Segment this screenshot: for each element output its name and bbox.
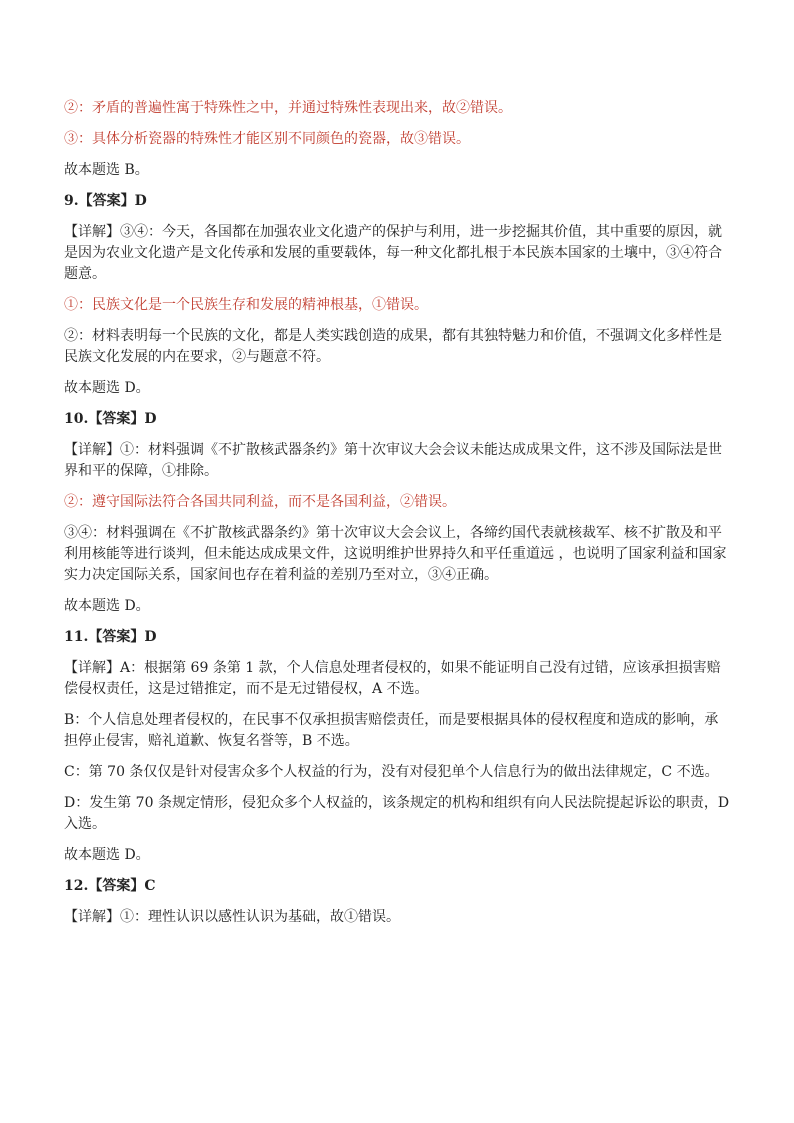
conclusion-line: 故本题选 D。	[64, 380, 150, 396]
explanation-line: ②：材料表明每一个民族的文化，都是人类实践创造的成果，都有其独特魅力和价值，不强调文化多样性是民族文化发展的内在要求，②与题意不符。	[64, 328, 722, 365]
answer-heading-9: 9.【答案】D	[64, 193, 147, 209]
explanation-line: B：个人信息处理者侵权的，在民事不仅承担损害赔偿责任，而是要根据具体的侵权程度和造成的影响，承担停止侵害，赔礼道歉、恢复名誉等，B 不选。	[64, 712, 719, 749]
explanation-line: 【详解】①：理性认识以感性认识为基础，故①错误。	[64, 909, 400, 925]
answer-heading-10: 10.【答案】D	[64, 411, 157, 427]
answer-heading-11: 11.【答案】D	[64, 629, 157, 645]
explanation-line: C：第 70 条仅仅是针对侵害众多个人权益的行为，没有对侵犯单个人信息行为的做出法律规定，C 不选。	[64, 764, 719, 780]
document-body	[64, 98, 730, 938]
conclusion-line: 故本题选 B。	[64, 162, 149, 178]
explanation-line: 【详解】①：材料强调《不扩散核武器条约》第十次审议大会会议未能达成成果文件，这不涉及国际法是世界和平的保障，①排除。	[64, 442, 722, 479]
conclusion-line: 故本题选 D。	[64, 847, 150, 863]
explanation-line: 【详解】③④：今天，各国都在加强农业文化遗产的保护与利用，进一步挖掘其价值，其中重要的原因，就是因为农业文化遗产是文化传承和发展的重要载体，每一种文化都扎根于本民族本国家的土壤中，③④符合题意。	[64, 224, 722, 282]
conclusion-line: 故本题选 D。	[64, 598, 150, 614]
explanation-line: ③：具体分析瓷器的特殊性才能区别不同颜色的瓷器，故③错误。	[64, 131, 470, 147]
explanation-line: ③④：材料强调在《不扩散核武器条约》第十次审议大会会议上，各缔约国代表就核裁军、核不扩散及和平利用核能等进行谈判，但未能达成成果文件，这说明维护世界持久和平任重道远 ，也说明了国家利益和国家实力决定国际关系，国家间也存在着利益的差别乃至对立，③④正确。	[64, 525, 727, 583]
explanation-line: ②：矛盾的普遍性寓于特殊性之中，并通过特殊性表现出来，故②错误。	[64, 100, 512, 116]
explanation-line: ②：遵守国际法符合各国共同利益，而不是各国利益，②错误。	[64, 494, 456, 510]
explanation-line: ①：民族文化是一个民族生存和发展的精神根基，①错误。	[64, 297, 428, 313]
explanation-line: 【详解】A：根据第 69 条第 1 款，个人信息处理者侵权的，如果不能证明自己没有过错，应该承担损害赔偿侵权责任，这是过错推定，而不是无过错侵权，A 不选。	[64, 660, 721, 697]
answer-heading-12: 12.【答案】C	[64, 878, 156, 894]
explanation-line: D：发生第 70 条规定情形，侵犯众多个人权益的，该条规定的机构和组织有向人民法院提起诉讼的职责，D 入选。	[64, 795, 730, 832]
